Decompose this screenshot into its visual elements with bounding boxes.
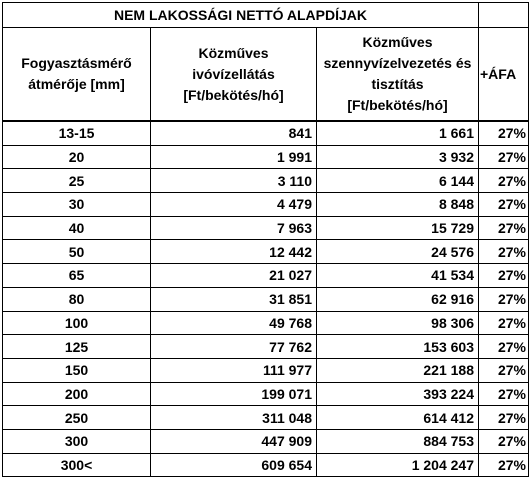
water-fee-cell: 311 048	[151, 406, 317, 430]
header-meter-size	[3, 28, 151, 122]
sewage-fee-cell: 221 188	[317, 358, 479, 382]
header-water-line: [Ft/bekötés/hó]	[183, 86, 284, 103]
meter-size-cell: 65	[3, 264, 151, 288]
sewage-fee-cell: 393 224	[317, 382, 479, 406]
vat-cell: 27%	[479, 169, 529, 193]
table-row	[3, 406, 529, 430]
vat-cell: 27%	[479, 121, 529, 145]
sewage-fee-cell: 15 729	[317, 216, 479, 240]
vat-cell: 27%	[479, 145, 529, 169]
meter-size-cell: 50	[3, 240, 151, 264]
meter-size-cell: 20	[3, 145, 151, 169]
vat-cell: 27%	[479, 193, 529, 217]
water-fee-cell: 199 071	[151, 382, 317, 406]
title-empty-cell	[479, 3, 529, 28]
header-sewage-line: szennyvízelvezetés és	[323, 55, 472, 71]
water-fee-cell: 447 909	[151, 429, 317, 453]
header-sewage-line: [Ft/bekötés/hó]	[347, 97, 448, 113]
vat-cell: 27%	[479, 453, 529, 477]
sewage-fee-cell: 1 661	[317, 121, 479, 145]
sewage-fee-cell: 62 916	[317, 287, 479, 311]
water-fee-cell: 77 762	[151, 335, 317, 359]
meter-size-cell: 30	[3, 193, 151, 217]
vat-cell: 27%	[479, 216, 529, 240]
header-sewage-line: tisztítás	[371, 76, 424, 92]
table-row	[3, 358, 529, 382]
vat-cell: 27%	[479, 287, 529, 311]
sewage-fee-cell: 153 603	[317, 335, 479, 359]
sewage-fee-cell: 1 204 247	[317, 453, 479, 477]
water-fee-cell: 3 110	[151, 169, 317, 193]
vat-cell: 27%	[479, 382, 529, 406]
meter-size-cell: 150	[3, 358, 151, 382]
table-row	[3, 193, 529, 217]
vat-cell: 27%	[479, 429, 529, 453]
header-sewage-line: Közműves	[362, 34, 433, 50]
meter-size-cell: 40	[3, 216, 151, 240]
sewage-fee-cell: 8 848	[317, 193, 479, 217]
sewage-fee-cell: 884 753	[317, 429, 479, 453]
header-meter-size-line: Fogyasztásmérő	[21, 55, 132, 71]
sewage-fee-cell: 3 932	[317, 145, 479, 169]
table-row	[3, 145, 529, 169]
table-row	[3, 264, 529, 288]
sewage-fee-cell: 24 576	[317, 240, 479, 264]
meter-size-cell: 125	[3, 335, 151, 359]
vat-cell: 27%	[479, 240, 529, 264]
tariff-table-container	[2, 2, 529, 477]
table-row	[3, 453, 529, 477]
header-row	[3, 28, 529, 122]
vat-cell: 27%	[479, 311, 529, 335]
table-row	[3, 311, 529, 335]
header-water-supply	[151, 28, 317, 122]
title-row	[3, 3, 529, 28]
water-fee-cell: 1 991	[151, 145, 317, 169]
water-fee-cell: 111 977	[151, 358, 317, 382]
water-fee-cell: 12 442	[151, 240, 317, 264]
table-row	[3, 121, 529, 145]
water-fee-cell: 841	[151, 121, 317, 145]
water-fee-cell: 21 027	[151, 264, 317, 288]
tariff-table	[2, 2, 529, 477]
meter-size-cell: 25	[3, 169, 151, 193]
header-sewage	[317, 28, 479, 122]
meter-size-cell: 80	[3, 287, 151, 311]
table-row	[3, 335, 529, 359]
table-row	[3, 240, 529, 264]
table-row	[3, 287, 529, 311]
vat-cell: 27%	[479, 264, 529, 288]
header-vat: +ÁFA	[479, 28, 529, 122]
water-fee-cell: 4 479	[151, 193, 317, 217]
table-title: NEM LAKOSSÁGI NETTÓ ALAPDÍJAK	[3, 3, 479, 28]
header-meter-size-line: átmérője [mm]	[28, 76, 125, 92]
table-row	[3, 429, 529, 453]
table-row	[3, 169, 529, 193]
header-water-line: Közműves	[198, 44, 269, 61]
vat-cell: 27%	[479, 335, 529, 359]
vat-cell: 27%	[479, 358, 529, 382]
sewage-fee-cell: 6 144	[317, 169, 479, 193]
meter-size-cell: 250	[3, 406, 151, 430]
meter-size-cell: 300<	[3, 453, 151, 477]
meter-size-cell: 200	[3, 382, 151, 406]
water-fee-cell: 49 768	[151, 311, 317, 335]
sewage-fee-cell: 98 306	[317, 311, 479, 335]
water-fee-cell: 31 851	[151, 287, 317, 311]
sewage-fee-cell: 41 534	[317, 264, 479, 288]
water-fee-cell: 609 654	[151, 453, 317, 477]
header-water-line: ivóvízellátás	[192, 65, 275, 82]
vat-cell: 27%	[479, 406, 529, 430]
meter-size-cell: 100	[3, 311, 151, 335]
meter-size-cell: 13-15	[3, 121, 151, 145]
table-row	[3, 216, 529, 240]
sewage-fee-cell: 614 412	[317, 406, 479, 430]
meter-size-cell: 300	[3, 429, 151, 453]
table-row	[3, 382, 529, 406]
water-fee-cell: 7 963	[151, 216, 317, 240]
